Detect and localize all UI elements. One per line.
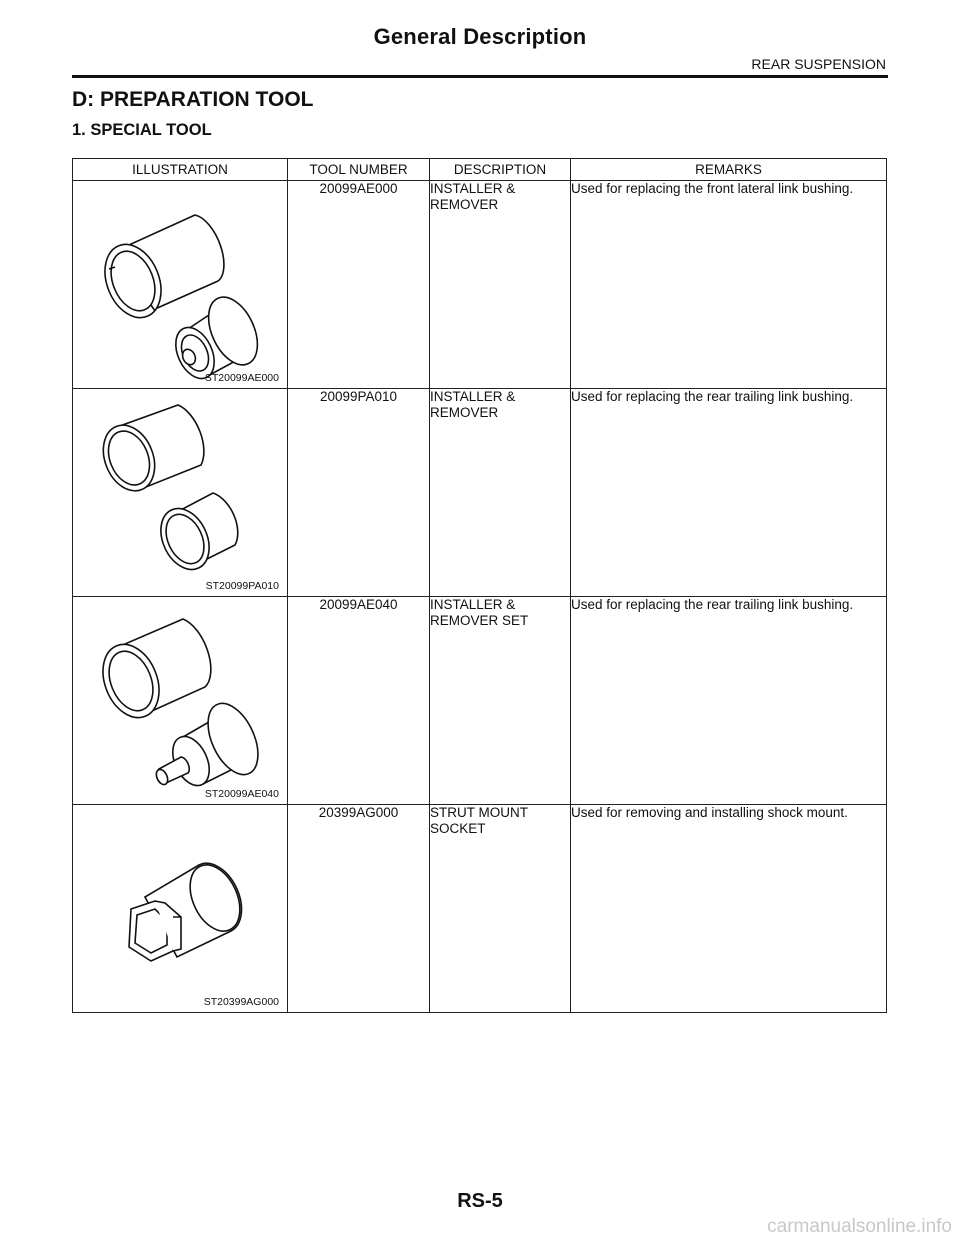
illustration-label: ST20099AE000: [204, 372, 279, 384]
table-row: [73, 389, 887, 597]
remarks-cell: Used for removing and installing shock mount.: [571, 805, 887, 1013]
description-line: REMOVER: [430, 197, 499, 212]
illustration-cell: [73, 597, 288, 805]
description-line: REMOVER: [430, 405, 499, 420]
section-name: REAR SUSPENSION: [751, 56, 886, 72]
page-number: RS-5: [457, 1190, 503, 1212]
description-cell: [430, 597, 571, 805]
description-line: INSTALLER &: [430, 389, 516, 404]
description-line: INSTALLER &: [430, 181, 516, 196]
description-line: STRUT MOUNT: [430, 805, 528, 820]
subsection-heading: 1. SPECIAL TOOL: [72, 121, 212, 139]
description-cell: [430, 181, 571, 389]
tool-number-cell: 20399AG000: [288, 805, 430, 1013]
illustration-label: ST20099PA010: [205, 580, 279, 592]
illustration-cell: [73, 805, 288, 1013]
installer-remover-illustration: [73, 389, 288, 596]
section-heading: D: PREPARATION TOOL: [72, 88, 314, 111]
table-row: [73, 181, 887, 389]
description-line: REMOVER SET: [430, 613, 529, 628]
table-row: [73, 597, 887, 805]
description-cell: [430, 805, 571, 1013]
illustration-cell: [73, 389, 288, 597]
special-tool-table: [72, 158, 887, 1013]
tool-number-cell: 20099PA010: [288, 389, 430, 597]
table-row: [73, 805, 887, 1013]
page-title: General Description: [373, 24, 587, 49]
column-header-remarks: REMARKS: [571, 159, 887, 181]
tool-number-cell: 20099AE000: [288, 181, 430, 389]
tool-number-cell: 20099AE040: [288, 597, 430, 805]
column-header-description: DESCRIPTION: [430, 159, 571, 181]
description-line: INSTALLER &: [430, 597, 516, 612]
illustration-label: ST20099AE040: [204, 788, 279, 800]
remarks-cell: Used for replacing the front lateral link bushing.: [571, 181, 887, 389]
watermark: carmanualsonline.info: [767, 1216, 952, 1237]
description-line: SOCKET: [430, 821, 486, 836]
description-cell: [430, 389, 571, 597]
column-header-illustration: ILLUSTRATION: [73, 159, 288, 181]
remarks-cell: Used for replacing the rear trailing link bushing.: [571, 597, 887, 805]
installer-remover-set-illustration: [73, 597, 288, 804]
installer-remover-illustration: [73, 181, 288, 388]
illustration-label: ST20399AG000: [203, 996, 279, 1008]
illustration-cell: [73, 181, 288, 389]
header-rule: [72, 75, 888, 78]
column-header-tool-number: TOOL NUMBER: [288, 159, 430, 181]
table-header-row: [73, 159, 887, 181]
remarks-cell: Used for replacing the rear trailing link bushing.: [571, 389, 887, 597]
strut-mount-socket-illustration: [73, 805, 288, 1012]
